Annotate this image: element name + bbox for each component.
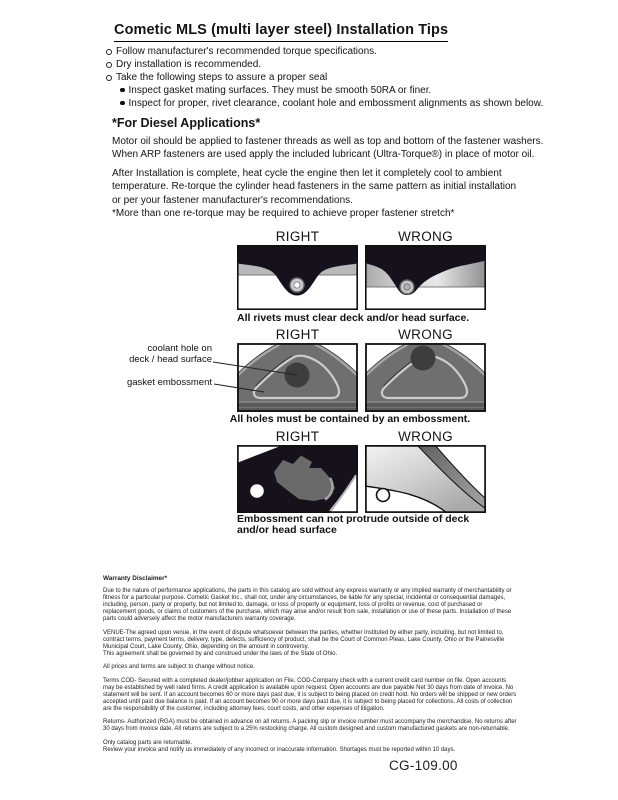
text-line: When ARP fasteners are used apply the included lubricant (Ultra-Torque®) in place of motor oil. — [112, 149, 535, 161]
diesel-paragraph-1 — [112, 135, 543, 162]
tip-text: Inspect for proper, rivet clearance, coolant hole and embossment alignments as shown below. — [128, 98, 544, 109]
warranty-disclaimer — [103, 575, 517, 760]
tip-text: Dry installation is recommended. — [116, 59, 262, 70]
text-line: After Installation is complete, heat cycle the engine then let it completely cool to ambient — [112, 168, 502, 179]
figure1-wrong-label: WRONG — [398, 229, 453, 244]
figure1-right-label: RIGHT — [275, 229, 320, 244]
disclaimer-paragraph: Review your invoice and notify us immediately of any incorrect or inaccurate information. Shortages must be reported within 10 days. — [103, 746, 456, 753]
text-line: or per your fastener manufacturer's recommendations. — [112, 194, 353, 206]
figure3-wrong-label: WRONG — [398, 429, 453, 444]
figure1-right-panel — [237, 245, 358, 310]
disclaimer-paragraph: Returns- Authorized (RGA) must be obtained in advance on all returns. A packing slip or invoice number must accompany the merchandise. No returns after 30 days from invoice date. All returns are subject to a 25% restocking charge. All custom designed and custom manufactured gaskets are non-returnable. — [103, 719, 517, 733]
protrusion-right-graphic — [237, 445, 358, 513]
text-line: Motor oil should be applied to fastener threads as well as top and bottom of the fastener washers. — [112, 136, 544, 147]
disclaimer-paragraph: This agreement shall be governed by and construed under the laws of the State of Ohio. — [103, 651, 338, 658]
figure2-right-label: RIGHT — [275, 327, 320, 342]
tip-item — [106, 58, 543, 71]
page-number: CG-109.00 — [389, 758, 458, 773]
tip-text: Inspect gasket mating surfaces. They must be smooth 50RA or finer. — [128, 85, 432, 96]
disclaimer-paragraph: Terms COD- Secured with a completed dealer/jobber application on File, COD-Company check with a current credit card number on file. Open accounts may be established by well rated firms. A credit application is available upon request. Open accounts are due payable Net 30 days from date of invoice. No statement will be sent. If an account becomes 60 or more days past due, it is subject to being placed on credit hold. No orders will be shipped or new orders accepted until past due balance is paid. If an account becomes 90 or more days past due, it is subject to being placed for collections. All costs of collection are the responsibility of the customer, including attorney fees, court costs, and other expenses of litigation. — [103, 677, 517, 712]
disclaimer-heading: Warranty Disclaimer* — [103, 575, 168, 582]
figure2-wrong-panel — [365, 343, 486, 412]
disclaimer-paragraph: VENUE-The agreed upon venue, in the event of dispute whatsoever between the parties, whether instituted by either party, including, but not limited to, contract terms, payment terms, delivery, type, defects, sufficiency of product, shall be the Court of Common Pleas, Lake County, Ohio or the Painesville Municipal Court, Lake County, Ohio, depending on the amount in controversy. — [103, 629, 505, 650]
rivet-clearance-right-graphic — [237, 245, 358, 310]
gasket-embossment-annotation: gasket embossment — [126, 377, 212, 388]
retorque-note: *More than one re-torque may be required to achieve proper fastener stretch* — [112, 208, 455, 219]
caption-line: Embossment can not protrude outside of deck — [237, 513, 470, 525]
tip-subitem — [120, 84, 543, 97]
tip-text: Follow manufacturer's recommended torque specifications. — [116, 46, 377, 57]
figure3-caption — [237, 514, 469, 536]
annotation-line: coolant hole on — [147, 343, 212, 354]
figure3-right-panel — [237, 445, 358, 513]
installation-tips-list — [106, 45, 543, 110]
tip-subitem — [120, 97, 543, 110]
bolt-hole — [377, 489, 390, 502]
disclaimer-paragraph: Due to the nature of performance applications, the parts in this catalog are sold without any express warranty or any implied warranty of merchantability or fitness for a particular purpose. Cometic Gasket Inc., shall not, under any circumstances, be liable for any special, incidental or consequential damages, including, person, party or property, but not limited to, damage, or loss of property or equipment, loss of profits or revenue, cost of purchased or replacement goods, or claims of customers of the purchase, which may arise and/or result from sale, installation or use of these parts. Installation of these parts could adversely affect the motor manufacturers warranty coverage. — [103, 588, 512, 623]
coolant-hole-annotation — [100, 344, 212, 365]
dot-bullet-icon — [120, 88, 125, 93]
tip-item — [106, 71, 543, 84]
circle-bullet-icon — [106, 62, 112, 68]
circle-bullet-icon — [106, 75, 112, 81]
dot-bullet-icon — [120, 101, 125, 106]
circle-bullet-icon — [106, 49, 112, 55]
bolt-hole — [250, 484, 264, 498]
figure2-caption: All holes must be contained by an embossment. — [229, 413, 471, 425]
tip-text: Take the following steps to assure a proper seal — [116, 72, 328, 83]
text-line: temperature. Re-torque the cylinder head fasteners in the same pattern as initial installation — [112, 181, 517, 193]
figure1-caption: All rivets must clear deck and/or head surface. — [237, 312, 470, 324]
figure2-right-panel — [237, 343, 358, 412]
page-title: Cometic MLS (multi layer steel) Installation Tips — [114, 22, 448, 42]
figure3-wrong-panel — [365, 445, 486, 513]
diesel-paragraph-2 — [112, 167, 516, 207]
annotation-line: deck / head surface — [129, 353, 212, 365]
rivet-clearance-wrong-graphic — [365, 245, 486, 310]
caption-line: and/or head surface — [237, 524, 337, 536]
disclaimer-paragraph: Only catalog parts are returnable. — [103, 739, 193, 746]
figure3-right-label: RIGHT — [275, 429, 320, 444]
figure2-wrong-label: WRONG — [398, 327, 453, 342]
tip-item — [106, 45, 543, 58]
disclaimer-paragraph: All prices and terms are subject to change without notice. — [103, 664, 255, 671]
figure1-wrong-panel — [365, 245, 486, 310]
protrusion-wrong-graphic — [365, 445, 486, 513]
coolant-hole — [285, 363, 310, 388]
embossment-wrong-graphic — [365, 343, 486, 412]
coolant-hole-misaligned — [411, 346, 436, 371]
embossment-right-graphic — [237, 343, 358, 412]
diesel-section-heading: *For Diesel Applications* — [112, 116, 261, 130]
